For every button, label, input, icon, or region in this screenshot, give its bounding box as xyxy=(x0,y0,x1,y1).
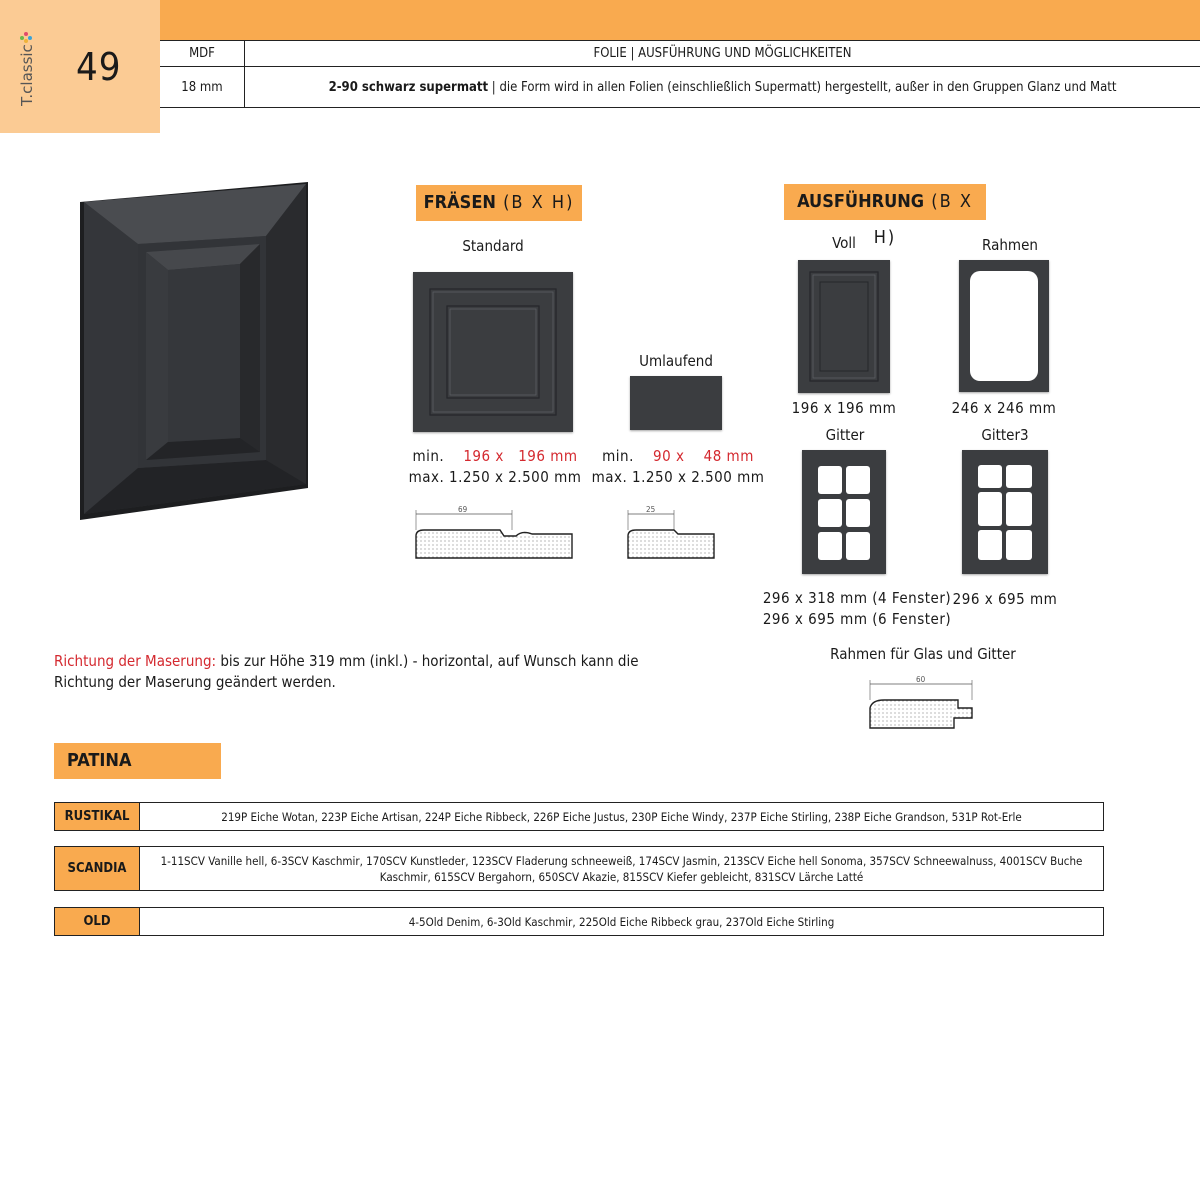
standard-profile-drawing xyxy=(412,500,578,562)
standard-profile-dim: 69 xyxy=(458,505,468,514)
rahmen-dim: 246 x 246 mm xyxy=(951,399,1057,417)
grain-direction-note xyxy=(54,651,694,693)
patina-key: RUSTIKAL xyxy=(55,803,140,830)
umlaufend-min-size xyxy=(588,447,768,465)
voll-dim: 196 x 196 mm xyxy=(791,399,897,417)
patina-row-rustikal xyxy=(54,802,1104,831)
ausfuehrung-title-sub: (B X H) xyxy=(873,191,973,248)
rahmen-opening xyxy=(970,271,1038,381)
umlaufend-fraesen-swatch xyxy=(630,376,722,430)
folie-description: | die Form wird in allen Folien (einschließlich Supermatt) hergestellt, außer in den Gruppen Glanz und Matt xyxy=(488,79,1117,95)
spec-header-table xyxy=(160,40,1200,108)
col-folie-header: FOLIE | AUSFÜHRUNG UND MÖGLICHKEITEN xyxy=(245,41,1200,67)
brand-logo xyxy=(14,28,38,108)
patina-values: 219P Eiche Wotan, 223P Eiche Artisan, 224P Eiche Ribbeck, 226P Eiche Justus, 230P Eiche Windy, 237P Eiche Stirling, 238P Eiche Grandson, 531P Rot-Erle xyxy=(221,809,1022,824)
col-mdf-header: MDF xyxy=(160,41,245,67)
umlaufend-min-height: 48 mm xyxy=(703,447,754,465)
gitter-dim-6: 296 x 695 mm (6 Fenster) xyxy=(762,610,952,628)
umlaufend-profile-dim: 25 xyxy=(646,505,656,514)
gitter-dim-4: 296 x 318 mm (4 Fenster) xyxy=(762,589,952,607)
patina-values: 4-5Old Denim, 6-3Old Kaschmir, 225Old Eiche Ribbeck grau, 237Old Eiche Stirling xyxy=(408,914,835,929)
patina-section-label: PATINA xyxy=(54,743,221,779)
standard-min-size xyxy=(400,447,590,465)
gitter-label: Gitter xyxy=(825,426,865,444)
brand-name: T.classic xyxy=(18,44,36,106)
umlaufend-profile-drawing xyxy=(624,500,720,562)
glas-rahmen-profile-dim: 60 xyxy=(916,675,926,684)
standard-min-label: min. xyxy=(412,447,445,465)
gitter3-label: Gitter3 xyxy=(981,426,1029,444)
glas-rahmen-profile-drawing xyxy=(866,672,978,734)
standard-fraesen-swatch xyxy=(413,272,573,432)
gitter-swatch xyxy=(802,450,886,574)
patina-key: OLD xyxy=(55,908,140,935)
umlaufend-min-width: 90 x xyxy=(653,447,685,465)
umlaufend-label: Umlaufend xyxy=(639,352,713,370)
thickness-value: 18 mm xyxy=(160,67,245,108)
rahmen-label: Rahmen xyxy=(982,236,1038,254)
gitter3-windows xyxy=(962,450,1048,574)
page-number: 49 xyxy=(76,45,122,89)
folie-value xyxy=(245,67,1200,108)
gitter-windows xyxy=(802,450,886,574)
standard-min-width: 196 x xyxy=(463,447,504,465)
glas-rahmen-label: Rahmen für Glas und Gitter xyxy=(830,645,1016,663)
grain-label: Richtung der Maserung: xyxy=(54,652,217,670)
patina-key: SCANDIA xyxy=(55,847,140,890)
ausfuehrung-title: AUSFÜHRUNG xyxy=(797,191,925,212)
grain-text: bis zur Höhe 319 mm (inkl.) - horizontal, auf Wunsch kann die Richtung der Maserung geändert werden. xyxy=(54,652,639,691)
patina-row-scandia xyxy=(54,846,1104,891)
gitter3-dim: 296 x 695 mm xyxy=(952,590,1058,608)
umlaufend-max-size: max. 1.250 x 2.500 mm xyxy=(591,468,765,486)
header-strip xyxy=(0,0,1200,40)
rahmen-swatch xyxy=(959,260,1049,392)
voll-swatch xyxy=(798,260,890,393)
fraesen-section-label xyxy=(416,185,582,221)
door-product-image xyxy=(78,180,310,520)
standard-max-size: max. 1.250 x 2.500 mm xyxy=(408,468,582,486)
standard-label: Standard xyxy=(462,237,524,255)
fraesen-title-sub: (B X H) xyxy=(495,192,575,213)
patina-values: 1-11SCV Vanille hell, 6-3SCV Kaschmir, 170SCV Kunstleder, 123SCV Fladerung schneeweiß, 174SCV Jasmin, 213SCV Eiche hell Sonoma, 357SCV Schneewalnuss, 4001SCV Buche Kaschmir, 615SCV Bergahorn, 650SCV Akazie, 815SCV Kiefer gebleicht, 831SCV Lärche Latté xyxy=(160,853,1083,884)
gitter3-swatch xyxy=(962,450,1048,574)
patina-row-old xyxy=(54,907,1104,936)
fraesen-title: FRÄSEN xyxy=(423,192,496,213)
folie-name: 2-90 schwarz supermatt xyxy=(328,79,489,95)
voll-label: Voll xyxy=(832,234,856,252)
standard-min-height: 196 mm xyxy=(518,447,578,465)
umlaufend-min-label: min. xyxy=(602,447,634,465)
